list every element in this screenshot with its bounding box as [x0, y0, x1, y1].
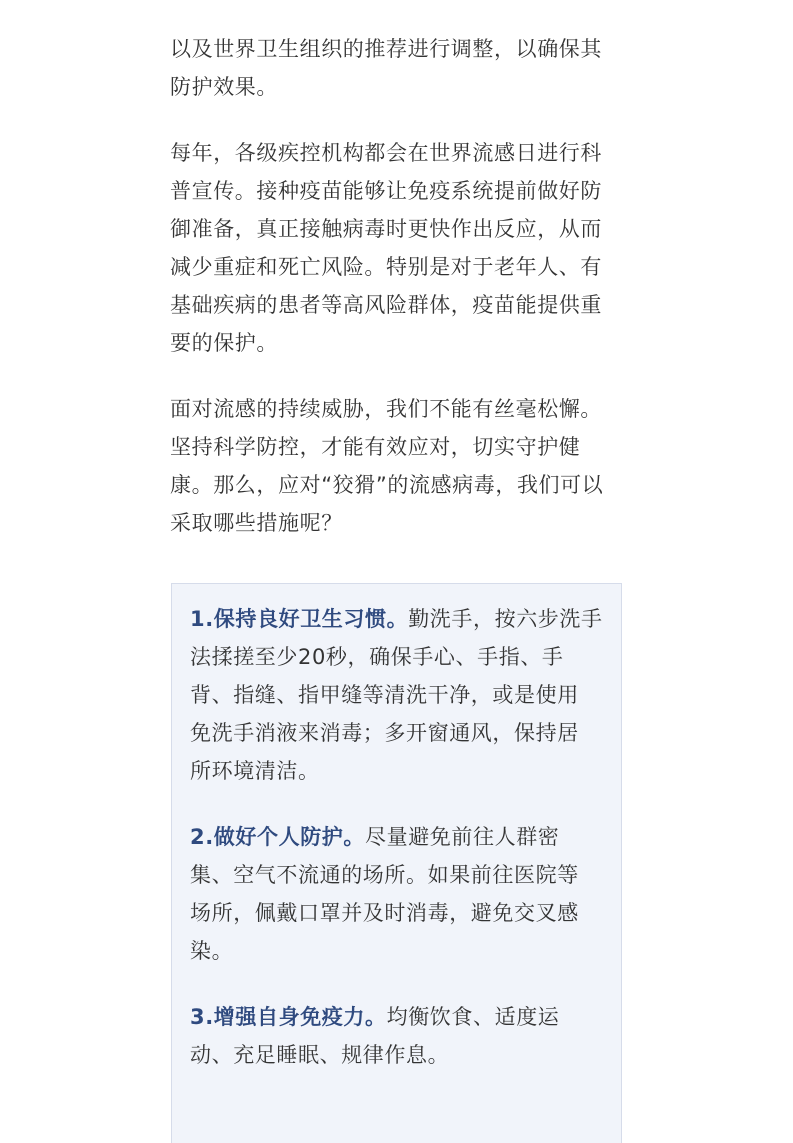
paragraph-1	[170, 30, 640, 106]
paragraph-line: 以及世界卫生组织的推荐进行调整，以确保其	[170, 37, 602, 61]
tip-hygiene	[190, 600, 607, 790]
tip-line: 所环境清洁。	[190, 759, 320, 783]
tip-line: 背、指缝、指甲缝等清洗干净，或是使用	[190, 683, 579, 707]
tip-line: 免洗手消液来消毒；多开窗通风，保持居	[190, 721, 579, 745]
tip-title: 3.增强自身免疫力。	[190, 1005, 387, 1029]
tip-line: 法揉搓至少20秒，确保手心、手指、手	[190, 645, 564, 669]
paragraph-line: 采取哪些措施呢？	[170, 511, 343, 535]
tip-line: 集、空气不流通的场所。如果前往医院等	[190, 863, 579, 887]
paragraph-2	[170, 134, 640, 362]
tip-title: 2.做好个人防护。	[190, 825, 365, 849]
tip-first-line	[190, 998, 607, 1036]
paragraph-line: 防护效果。	[170, 75, 278, 99]
paragraph-line: 普宣传。接种疫苗能够让免疫系统提前做好防	[170, 179, 602, 203]
tip-text: 勤洗手，按六步洗手	[408, 607, 603, 631]
tips-box	[171, 583, 622, 1143]
paragraph-3	[170, 390, 640, 542]
tip-line: 动、充足睡眠、规律作息。	[190, 1043, 450, 1067]
paragraph-line: 坚持科学防控，才能有效应对，切实守护健	[170, 435, 581, 459]
paragraph-line: 要的保护。	[170, 331, 278, 355]
tip-immunity	[190, 998, 607, 1074]
paragraph-line: 面对流感的持续威胁，我们不能有丝毫松懈。	[170, 397, 602, 421]
tip-line: 场所，佩戴口罩并及时消毒，避免交叉感	[190, 901, 579, 925]
tip-title: 1.保持良好卫生习惯。	[190, 607, 409, 631]
tip-protection	[190, 818, 607, 970]
paragraph-line: 康。那么，应对“狡猾”的流感病毒，我们可以	[170, 473, 604, 497]
tip-first-line	[190, 600, 607, 638]
paragraph-line: 御准备，真正接触病毒时更快作出反应，从而	[170, 217, 602, 241]
paragraph-line: 基础疾病的患者等高风险群体，疫苗能提供重	[170, 293, 602, 317]
paragraph-line: 每年，各级疾控机构都会在世界流感日进行科	[170, 141, 602, 165]
tip-text: 尽量避免前往人群密	[365, 825, 560, 849]
tip-text: 均衡饮食、适度运	[386, 1005, 560, 1029]
article-body	[170, 30, 640, 570]
paragraph-line: 减少重症和死亡风险。特别是对于老年人、有	[170, 255, 602, 279]
tip-line: 染。	[190, 939, 234, 963]
tip-first-line	[190, 818, 607, 856]
